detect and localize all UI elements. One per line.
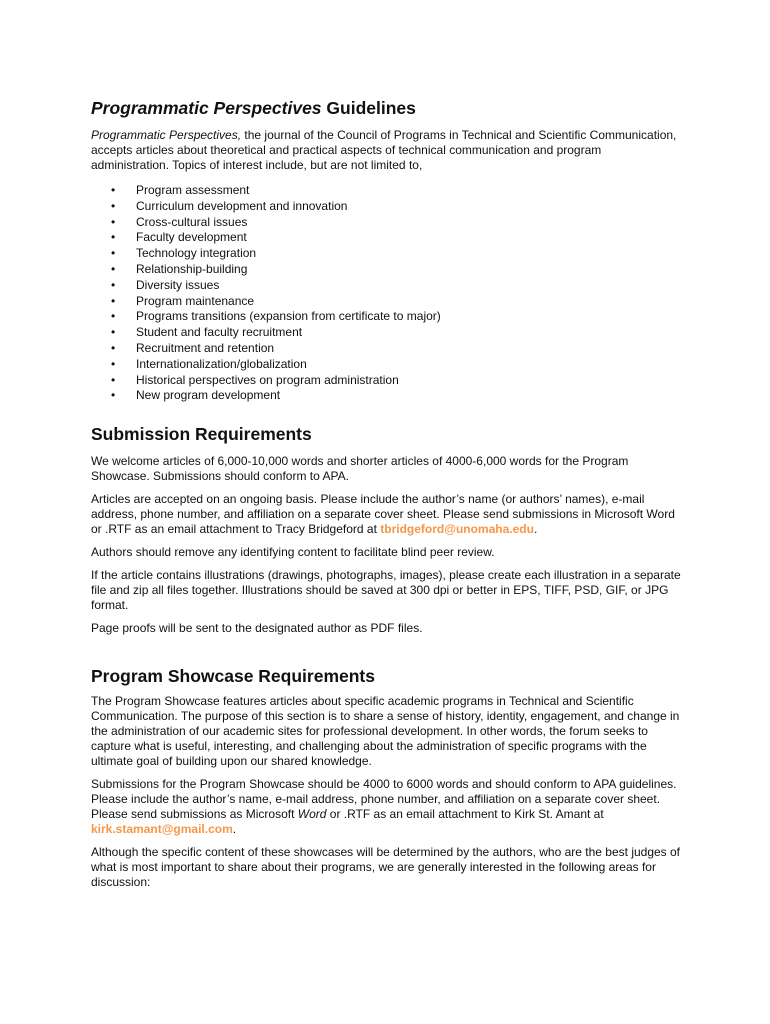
guidelines-title: [91, 98, 681, 118]
topic-list-item: • Internationalization/globalization: [91, 357, 681, 373]
topic-list-item: • Recruitment and retention: [91, 341, 681, 357]
topic-list-item: • Program assessment: [91, 183, 681, 199]
topic-list-item: • Student and faculty recruitment: [91, 325, 681, 341]
intro-journal-italic: Programmatic Perspectives,: [91, 128, 242, 142]
topic-list-item: • Programs transitions (expansion from certificate to major): [91, 309, 681, 325]
submission-paragraph-2: [91, 492, 681, 537]
guidelines-intro: [91, 128, 681, 173]
topic-list-item: • Curriculum development and innovation: [91, 199, 681, 215]
guidelines-title-rest: Guidelines: [321, 98, 416, 118]
topic-list-item: • New program development: [91, 388, 681, 404]
showcase-heading: Program Showcase Requirements: [91, 666, 375, 687]
showcase-p2-middle: or .RTF as an email attachment to Kirk St. Amant at: [326, 807, 604, 822]
word-italic: Word: [297, 807, 327, 822]
intro-rest: the journal of the Council of Programs in Technical and Scientific Communication, accepts articles about theoretical and practical aspects of technical communication and program administration. Topics of interest include, but are not limited to,: [91, 128, 677, 172]
topics-list: [91, 183, 681, 404]
showcase-paragraph-3: Although the specific content of these showcases will be determined by the authors, who are the best judges of what is most important to share about their programs, we are generally interested in the following areas for discussion:: [91, 845, 681, 890]
showcase-paragraph-1: The Program Showcase features articles about specific academic programs in Technical and Scientific Communication. The purpose of this section is to share a sense of history, identity, engagement, and change in the administration of our academic sites for professional development. In other words, the forum seeks to capture what is useful, interesting, and challenging about the administration of specific programs with the ultimate goal of building upon our shared knowledge.: [91, 694, 680, 769]
topic-list-item: • Faculty development: [91, 230, 681, 246]
showcase-paragraph-2: [91, 777, 681, 837]
topic-list-item: • Program maintenance: [91, 294, 681, 310]
topic-list-item: • Relationship-building: [91, 262, 681, 278]
submission-paragraph-1: We welcome articles of 6,000-10,000 words and shorter articles of 4000-6,000 words for the Program Showcase. Submissions should conform to APA.: [91, 454, 629, 484]
submission-p2-text: Articles are accepted on an ongoing basis. Please include the author’s name (or authors’ names), e-mail address, phone number, and affiliation on a separate cover sheet. Please send submissions in Microsoft Word or .RTF as an email attachment to Tracy Bridgeford at: [91, 492, 675, 537]
tbridgeford-email-link[interactable]: tbridgeford@unomaha.edu: [380, 522, 534, 537]
journal-title-italic: Programmatic Perspectives: [91, 98, 322, 118]
submission-p2-end: .: [533, 522, 538, 537]
submission-heading: Submission Requirements: [91, 424, 312, 445]
topic-list-item: • Technology integration: [91, 246, 681, 262]
submission-paragraph-5: Page proofs will be sent to the designated author as PDF files.: [91, 621, 423, 636]
topic-list-item: • Historical perspectives on program administration: [91, 373, 681, 389]
document-page: [91, 98, 681, 898]
topic-list-item: • Cross-cultural issues: [91, 215, 681, 231]
kirk-stamant-email-link[interactable]: kirk.stamant@gmail.com: [91, 822, 233, 837]
showcase-p2-text: Submissions for the Program Showcase should be 4000 to 6000 words and should conform to APA guidelines. Please include the author’s name, e-mail address, phone number, and affiliation on a separate cover sheet. Please send submissions as Microsoft: [91, 777, 677, 822]
submission-paragraph-4: If the article contains illustrations (drawings, photographs, images), please create each illustration in a separate file and zip all files together. Illustrations should be saved at 300 dpi or better in EPS, TIFF, PSD, GIF, or JPG format.: [91, 568, 681, 613]
showcase-p2-end: .: [232, 822, 237, 837]
topic-list-item: • Diversity issues: [91, 278, 681, 294]
submission-paragraph-3: Authors should remove any identifying content to facilitate blind peer review.: [91, 545, 495, 560]
